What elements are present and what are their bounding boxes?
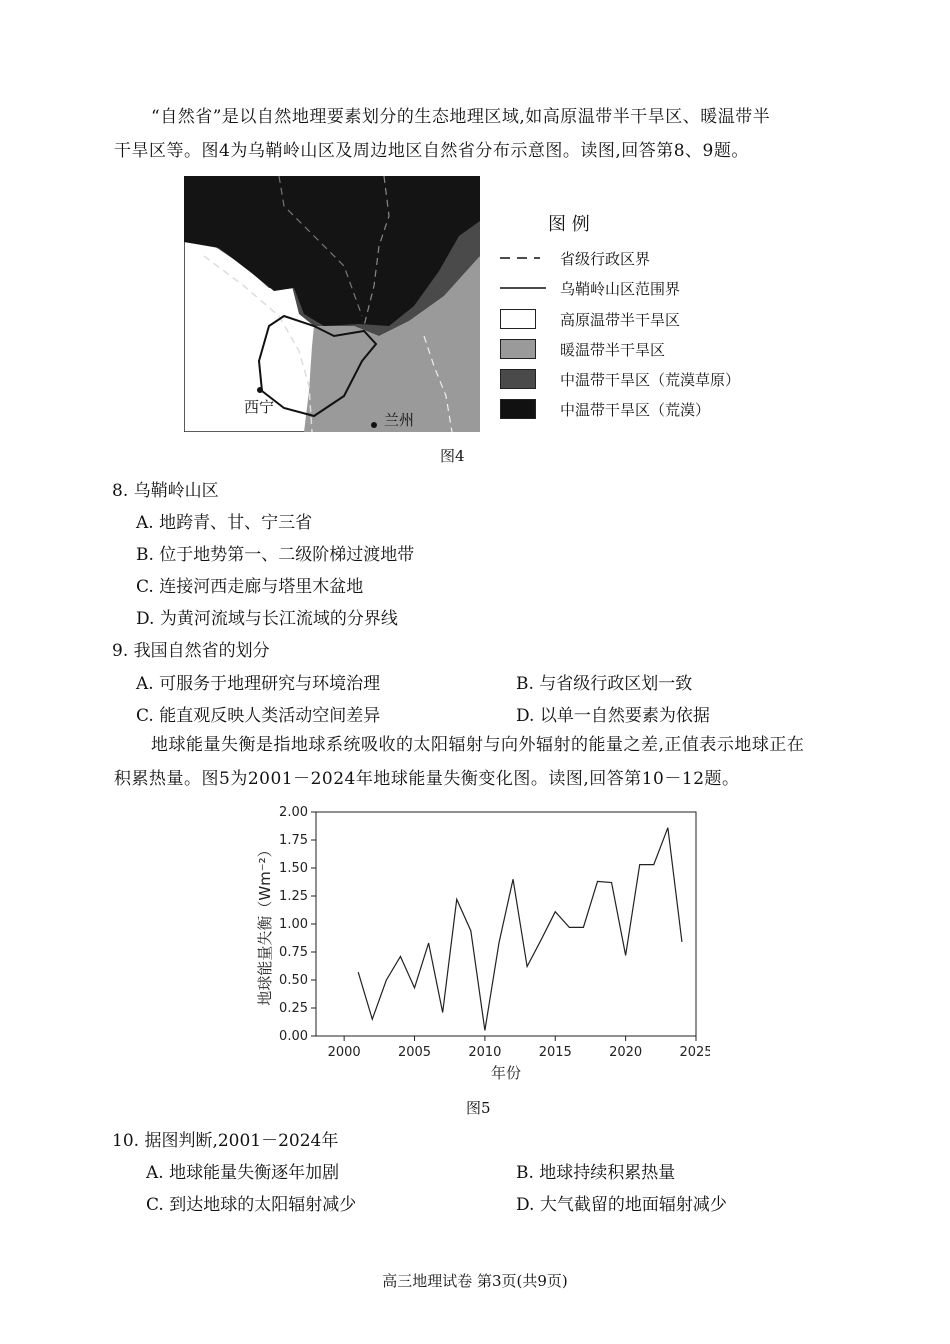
legend-item-warm-temperate [500, 339, 800, 361]
intro1-line2: 干旱区等。图4为乌鞘岭山区及周边地区自然省分布示意图。读图,回答第8、9题。 [114, 141, 749, 161]
x-axis-label: 年份 [490, 1064, 522, 1082]
swatch-icon [500, 339, 536, 359]
legend-label: 中温带干旱区（荒漠） [560, 401, 711, 419]
q9-option-d[interactable]: D. 以单一自然要素为依据 [516, 706, 710, 726]
chart-svg [240, 800, 710, 1090]
figure5-caption: 图5 [466, 1099, 491, 1117]
y-axis-label: 地球能量失衡（Wm⁻²） [256, 842, 274, 1006]
question-10-stem: 10. 据图判断,2001－2024年 [112, 1131, 339, 1151]
x-tick-label: 2005 [397, 1045, 432, 1060]
q8-option-d[interactable]: D. 为黄河流域与长江流域的分界线 [136, 609, 398, 629]
legend-label: 高原温带半干旱区 [560, 311, 681, 329]
q9-option-a[interactable]: A. 可服务于地理研究与环境治理 [136, 674, 381, 694]
y-tick-label: 1.25 [279, 889, 308, 904]
y-tick-label: 1.75 [279, 833, 308, 848]
legend-label: 省级行政区界 [560, 250, 651, 268]
city-label-xining: 西宁 [244, 398, 275, 416]
intro1-line1: “自然省”是以自然地理要素划分的生态地理区域,如高原温带半干旱区、暖温带半 [151, 107, 771, 127]
q10-option-b[interactable]: B. 地球持续积累热量 [516, 1163, 676, 1183]
series-line [358, 828, 682, 1031]
map-legend [500, 210, 800, 430]
question-8-stem: 8. 乌鞘岭山区 [112, 481, 219, 501]
intro-paragraph-1 [114, 100, 854, 168]
swatch-icon [500, 309, 536, 329]
energy-imbalance-chart [240, 800, 710, 1090]
legend-label: 乌鞘岭山区范围界 [560, 280, 681, 298]
legend-item-plateau-temperate [500, 309, 800, 331]
x-tick-label: 2000 [327, 1045, 361, 1060]
q8-option-b[interactable]: B. 位于地势第一、二级阶梯过渡地带 [136, 545, 415, 565]
q10-option-c[interactable]: C. 到达地球的太阳辐射减少 [146, 1195, 357, 1215]
y-tick-label: 0.25 [279, 1001, 308, 1016]
q8-option-a[interactable]: A. 地跨青、甘、宁三省 [136, 513, 313, 533]
q8-option-c[interactable]: C. 连接河西走廊与塔里木盆地 [136, 577, 364, 597]
plot-frame [316, 812, 696, 1036]
x-tick-label: 2010 [468, 1045, 502, 1060]
x-tick-label: 2020 [609, 1045, 643, 1060]
legend-label: 暖温带半干旱区 [560, 341, 666, 359]
x-tick-label: 2015 [538, 1045, 572, 1060]
swatch-icon [500, 369, 536, 389]
solid-line-icon [500, 285, 546, 291]
city-label-lanzhou: 兰州 [384, 411, 415, 429]
q9-option-b[interactable]: B. 与省级行政区划一致 [516, 674, 693, 694]
intro2-line1: 地球能量失衡是指地球系统吸收的太阳辐射与向外辐射的能量之差,正值表示地球正在 [151, 735, 805, 755]
q10-option-d[interactable]: D. 大气截留的地面辐射减少 [516, 1195, 727, 1215]
natural-province-map [184, 176, 480, 432]
dashed-line-icon [500, 255, 540, 261]
map-graphic [184, 176, 480, 432]
legend-item-desert-steppe [500, 369, 800, 391]
y-tick-label: 1.00 [279, 917, 308, 932]
q9-option-c[interactable]: C. 能直观反映人类活动空间差异 [136, 706, 381, 726]
y-tick-label: 2.00 [279, 805, 308, 820]
y-tick-label: 1.50 [279, 861, 308, 876]
page-footer: 高三地理试卷 第3页(共9页) [382, 1272, 568, 1290]
legend-title: 图 例 [548, 214, 590, 235]
figure4-caption: 图4 [440, 447, 465, 465]
legend-item-province-border [500, 248, 800, 270]
swatch-icon [500, 399, 536, 419]
question-9-stem: 9. 我国自然省的划分 [112, 641, 270, 661]
y-tick-label: 0.75 [279, 945, 308, 960]
y-tick-label: 0.00 [279, 1029, 308, 1044]
q10-option-a[interactable]: A. 地球能量失衡逐年加剧 [146, 1163, 340, 1183]
intro2-line2: 积累热量。图5为2001－2024年地球能量失衡变化图。读图,回答第10－12题。 [114, 769, 740, 789]
legend-item-wushaoling-boundary [500, 278, 800, 300]
legend-label: 中温带干旱区（荒漠草原） [560, 371, 741, 389]
legend-item-desert [500, 399, 800, 421]
y-tick-label: 0.50 [279, 973, 308, 988]
x-tick-label: 2025 [679, 1045, 710, 1060]
intro-paragraph-2 [114, 728, 854, 796]
